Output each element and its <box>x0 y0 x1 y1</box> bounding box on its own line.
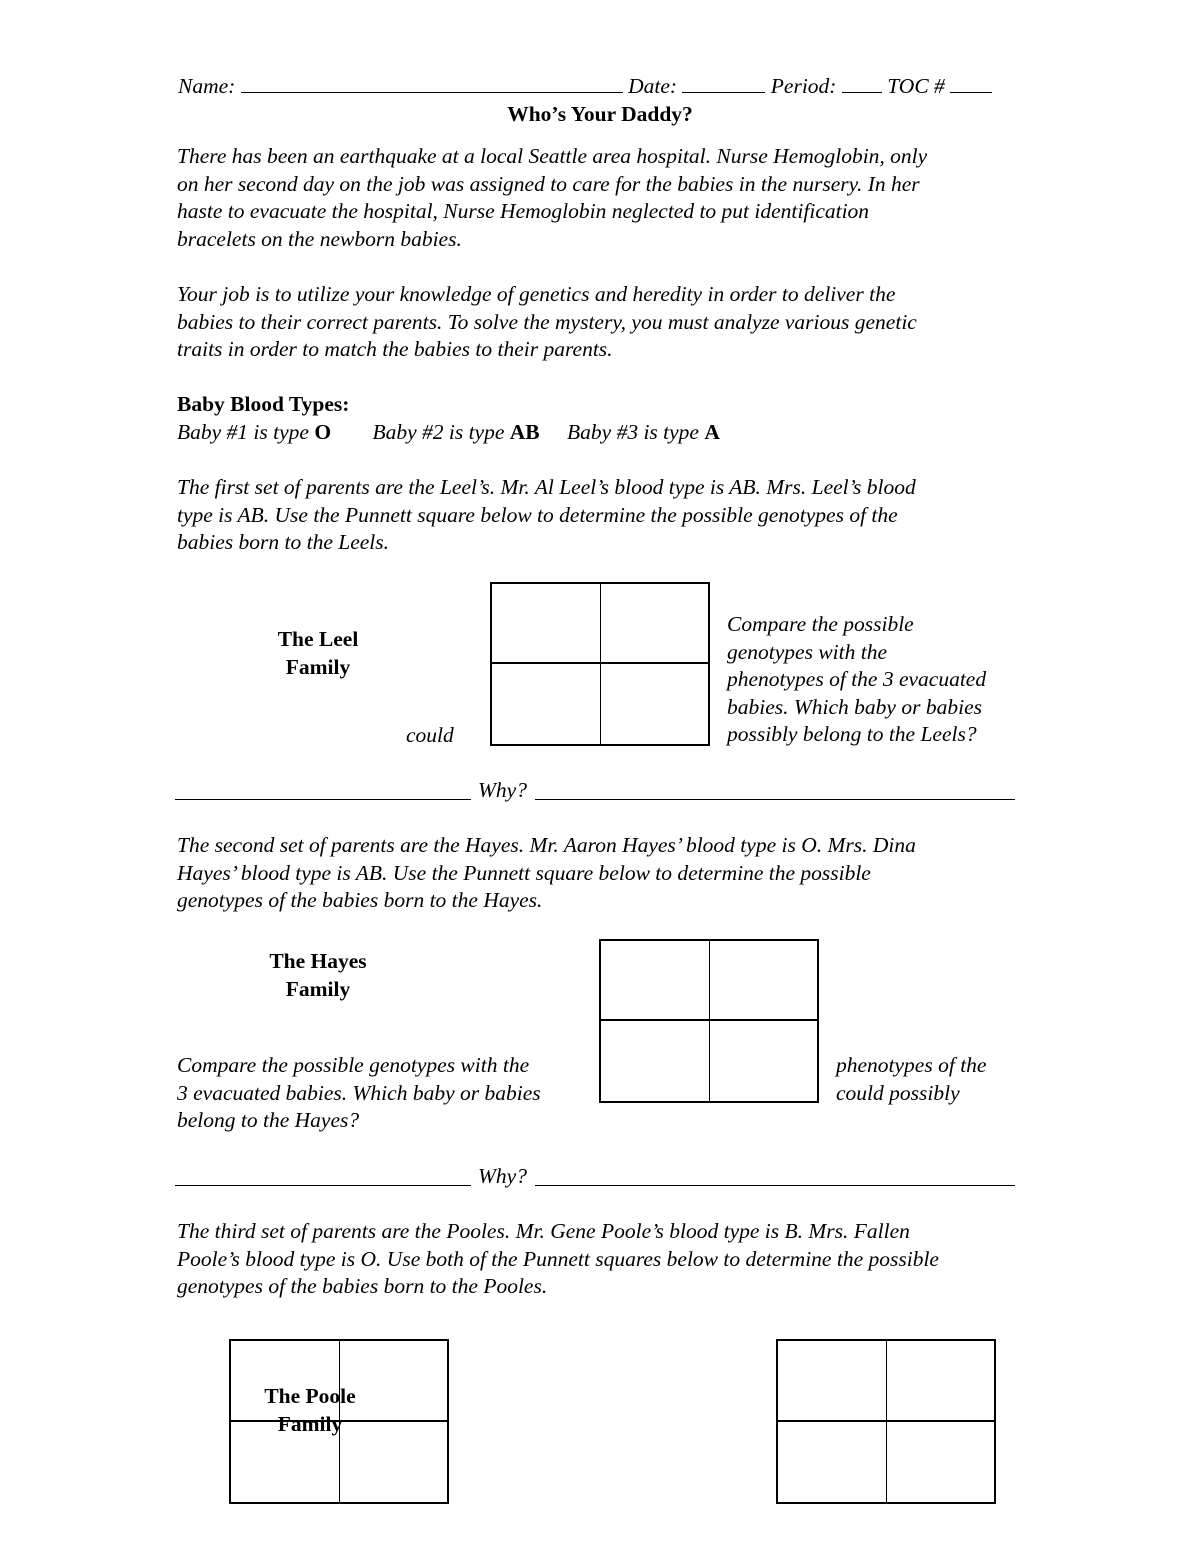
leel-could-text: could <box>406 723 454 747</box>
hayes-compare-right: phenotypes of the could possibly <box>836 1053 987 1105</box>
baby-2-type: AB <box>509 420 540 444</box>
text-line: traits in order to match the babies to their parents. <box>177 337 613 361</box>
punnett-cell[interactable] <box>601 941 709 1021</box>
punnett-cell[interactable] <box>886 1422 994 1503</box>
period-field[interactable] <box>842 74 882 93</box>
baby-3: Baby #3 is type A <box>567 420 720 444</box>
text-line: babies born to the Leels. <box>177 530 389 554</box>
leel-answer-field[interactable] <box>175 799 471 800</box>
toc-field[interactable] <box>950 74 992 93</box>
baby-blood-types-row <box>177 419 720 447</box>
intro-paragraph-1 <box>177 143 1047 253</box>
text-line: Poole’s blood type is O. Use both of the Punnett squares below to determine the possible <box>177 1246 939 1271</box>
header-row <box>178 73 1028 101</box>
baby-1-type: O <box>314 420 332 444</box>
punnett-cell[interactable] <box>709 1021 817 1101</box>
punnett-cell[interactable] <box>492 664 600 744</box>
period-label: Period: <box>770 74 837 98</box>
leel-why-label: Why? <box>478 778 527 802</box>
text-line: There has been an earthquake at a local Seattle area hospital. Nurse Hemoglobin, only <box>177 144 928 168</box>
intro-paragraph-2 <box>177 281 1047 364</box>
text-line: on her second day on the job was assigned to care for the babies in the nursery. In her <box>177 171 920 196</box>
text-line: The third set of parents are the Pooles. Mr. Gene Poole’s blood type is B. Mrs. Fallen <box>177 1219 910 1243</box>
name-field[interactable] <box>241 74 623 93</box>
baby-1: Baby #1 is type O <box>177 420 332 444</box>
punnett-cell[interactable] <box>778 1341 886 1422</box>
hayes-intro <box>177 832 1047 915</box>
punnett-cell[interactable] <box>600 664 708 744</box>
leel-intro <box>177 474 1047 557</box>
punnett-cell[interactable] <box>886 1341 994 1422</box>
punnett-cell[interactable] <box>778 1422 886 1503</box>
punnett-cell[interactable] <box>601 1021 709 1101</box>
toc-label: TOC # <box>887 74 945 98</box>
text-line: The second set of parents are the Hayes. Mr. Aaron Hayes’ blood type is O. Mrs. Dina <box>177 833 916 857</box>
hayes-why-field[interactable] <box>535 1185 1015 1186</box>
punnett-cell[interactable] <box>709 941 817 1021</box>
leel-compare-text: Compare the possible genotypes with the phenotypes of the 3 evacuated babies. Which baby or babies possibly belong to the Leels? <box>727 612 987 746</box>
text-line: genotypes of the babies born to the Hayes. <box>177 888 543 912</box>
text-line: genotypes of the babies born to the Pooles. <box>177 1274 548 1298</box>
text-line: Hayes’ blood type is AB. Use the Punnett square below to determine the possible <box>177 860 871 885</box>
poole-intro <box>177 1218 1057 1301</box>
baby-3-type: A <box>704 420 720 444</box>
hayes-compare-left: Compare the possible genotypes with the 3 evacuated babies. Which baby or babies belong to the Hayes? <box>177 1053 541 1132</box>
leel-why-field[interactable] <box>535 799 1015 800</box>
name-label: Name: <box>178 74 236 98</box>
date-field[interactable] <box>682 74 765 93</box>
leel-punnett-square <box>490 582 710 746</box>
hayes-why-label: Why? <box>478 1164 527 1188</box>
hayes-answer-field[interactable] <box>175 1185 471 1186</box>
text-line: babies to their correct parents. To solve the mystery, you must analyze various genetic <box>177 309 917 334</box>
hayes-punnett-square <box>599 939 819 1103</box>
baby-blood-types-heading: Baby Blood Types: <box>177 392 350 416</box>
punnett-cell[interactable] <box>492 584 600 664</box>
text-line: haste to evacuate the hospital, Nurse Hemoglobin neglected to put identification <box>177 199 870 223</box>
hayes-family-label: The Hayes Family <box>269 949 367 1001</box>
leel-family-label: The Leel Family <box>277 627 359 679</box>
poole-family-label: The Poole Family <box>264 1384 356 1436</box>
poole-punnett-square-2 <box>776 1339 996 1504</box>
text-line: Your job is to utilize your knowledge of genetics and heredity in order to deliver the <box>177 282 896 306</box>
text-line: The first set of parents are the Leel’s. Mr. Al Leel’s blood type is AB. Mrs. Leel’s blood <box>177 475 916 499</box>
text-line: type is AB. Use the Punnett square below to determine the possible genotypes of the <box>177 502 898 527</box>
baby-2: Baby #2 is type AB <box>372 420 540 444</box>
text-line: bracelets on the newborn babies. <box>177 226 462 251</box>
page-title: Who’s Your Daddy? <box>507 102 693 126</box>
punnett-cell[interactable] <box>600 584 708 664</box>
date-label: Date: <box>628 74 678 98</box>
